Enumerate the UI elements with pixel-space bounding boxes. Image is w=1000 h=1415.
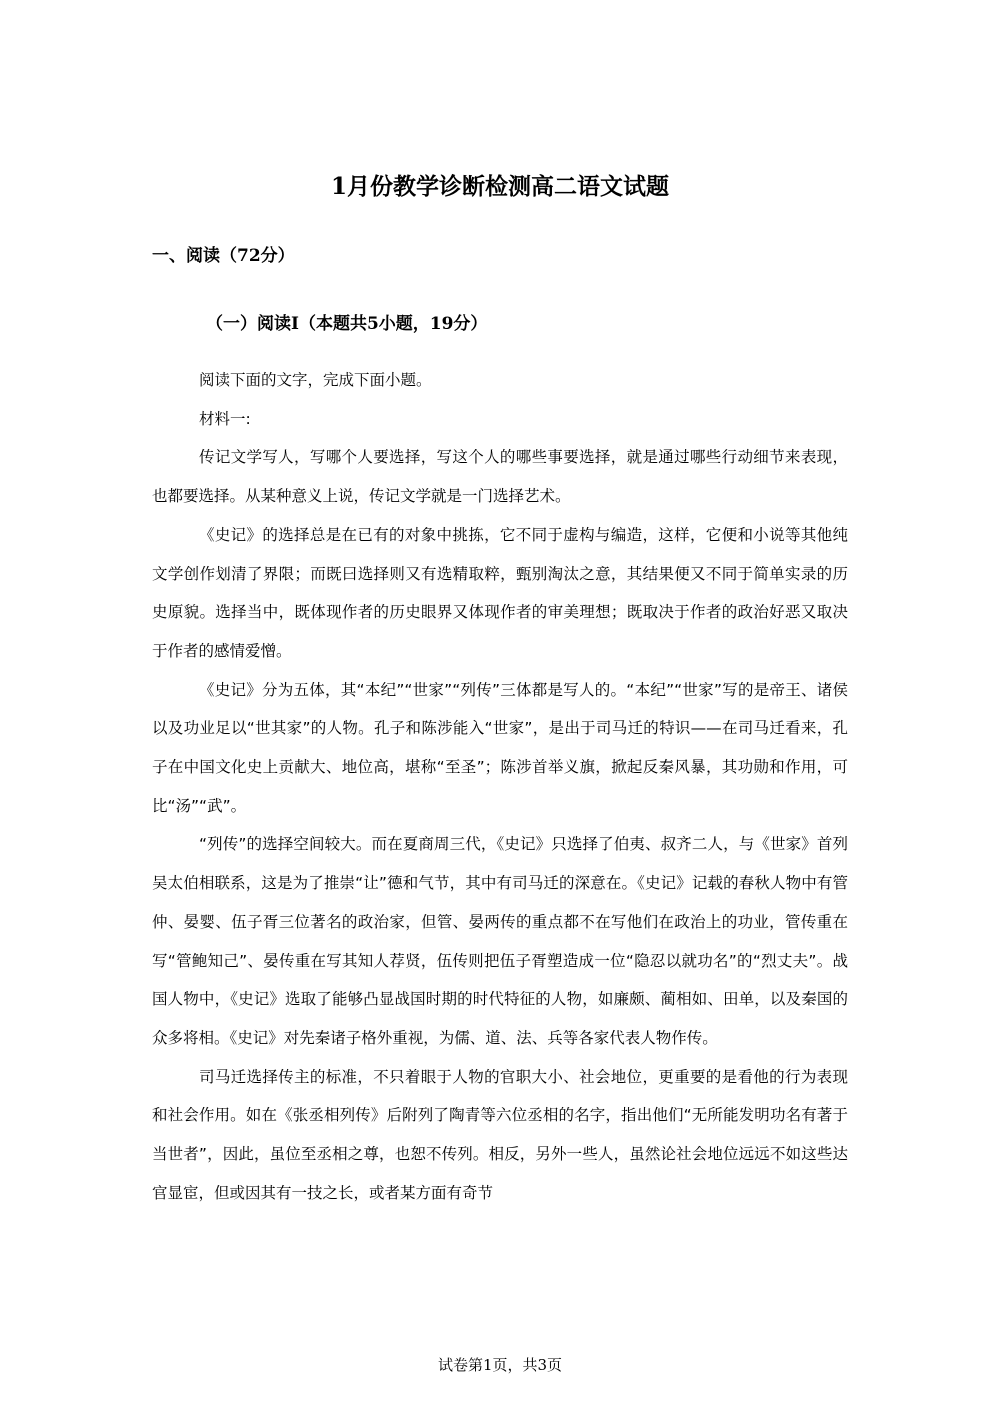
instruction-text: 阅读下面的文字，完成下面小题。 [199,371,432,389]
paragraph: 《史记》的选择总是在已有的对象中挑拣，它不同于虚构与编造，这样，它便和小说等其他纯文学创作划清了界限；而既曰选择则又有选精取粹，甄别淘汰之意，其结果便又不同于简单实录的历史原貌。选择当中，既体现作者的历史眼界又体现作者的审美理想；既取决于作者的政治好恶又取决于作者的感情爱憎。 [152,525,848,660]
paragraph: “列传”的选择空间较大。而在夏商周三代，《史记》只选择了伯夷、叔齐二人，与《世家》首列吴太伯相联系，这是为了推崇“让”德和气节，其中有司马迁的深意在。《史记》记载的春秋人物中有管仲、晏婴、伍子胥三位著名的政治家，但管、晏两传的重点都不在写他们在政治上的功业，管传重在写“管鲍知己”、晏传重在写其知人荐贤，伍传则把伍子胥塑造成一位“隐忍以就功名”的“烈丈夫”。战国人物中，《史记》选取了能够凸显战国时期的时代特征的人物，如廉颇、蔺相如、田单，以及秦国的众多将相。《史记》对先秦诸子格外重视，为儒、道、法、兵等各家代表人物作传。 [152,835,848,1047]
document-title: 1月份教学诊断检测高二语文试题 [330,173,669,200]
material-label: 材料一: [199,409,251,428]
page-footer: 试卷第1页，共3页 [437,1356,563,1374]
section-heading: 一、阅读（72分） [152,246,295,266]
paragraph: 《史记》分为五体，其“本纪”“世家”“列传”三体都是写人的。“本纪”“世家”写的是帝王、诸侯以及功业足以“世其家”的人物。孔子和陈涉能入“世家”，是出于司马迁的特识——在司马迁看来，孔子在中国文化史上贡献大、地位高，堪称“至圣”；陈涉首举义旗，掀起反秦风暴，其功勋和作用，可比“汤”“武”。 [152,680,848,815]
paragraph: 传记文学写人，写哪个人要选择，写这个人的哪些事要选择，就是通过哪些行动细节来表现，也都要选择。从某种意义上说，传记文学就是一门选择艺术。 [152,448,848,506]
subsection-heading: （一）阅读I（本题共5小题，19分） [206,314,488,334]
reading-passage [152,361,848,1212]
paragraph: 司马迁选择传主的标准，不只着眼于人物的官职大小、社会地位，更重要的是看他的行为表现和社会作用。如在《张丞相列传》后附列了陶青等六位丞相的名字，指出他们“无所能发明功名有著于当世者”，因此，虽位至丞相之尊，也恕不传列。相反，另外一些人，虽然论社会地位远远不如这些达官显宦，但或因其有一技之长，或者某方面有奇节 [152,1067,848,1202]
